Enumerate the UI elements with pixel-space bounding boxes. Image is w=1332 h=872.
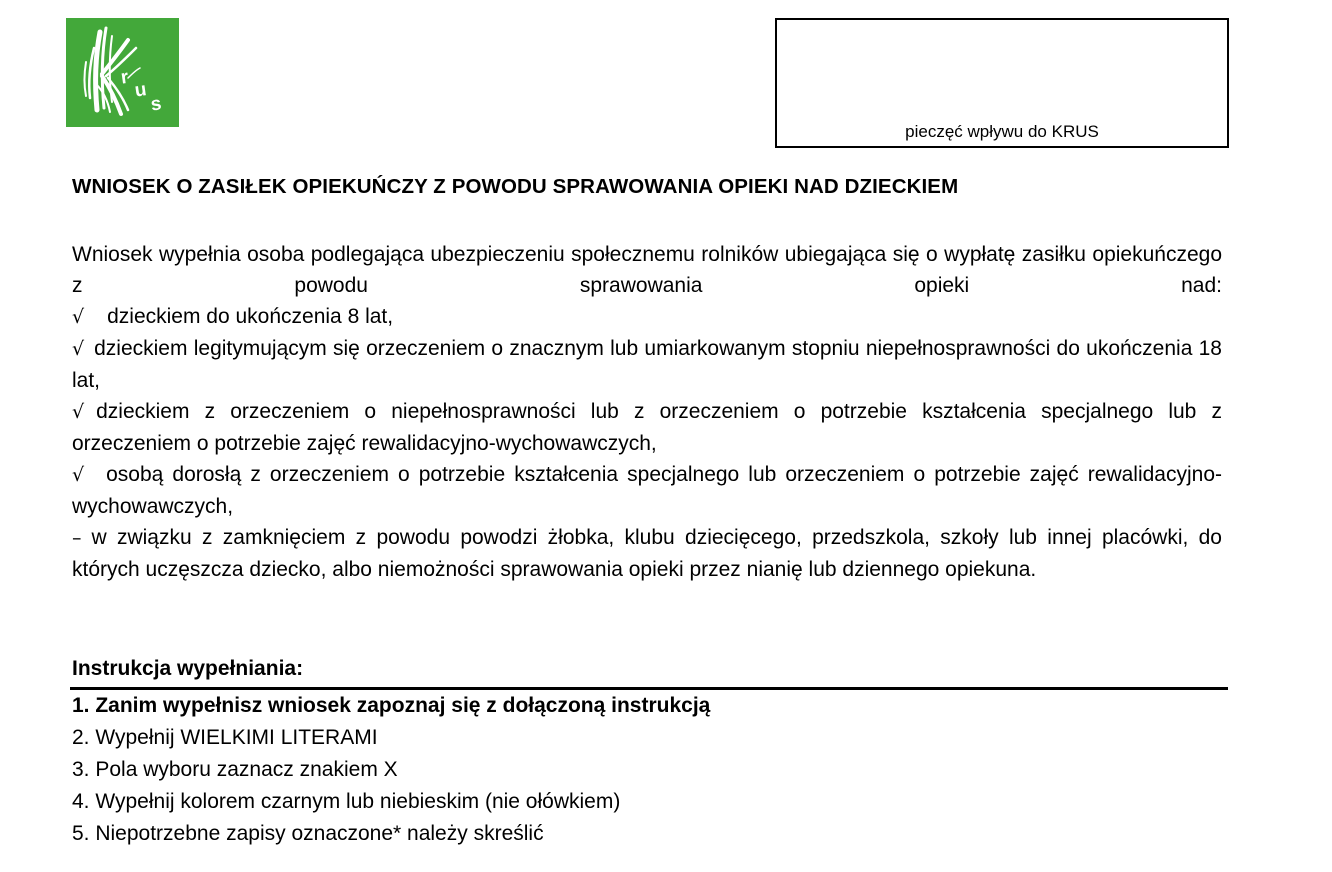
instruction-item: 2. Wypełnij WIELKIMI LITERAMI <box>72 726 378 749</box>
krus-logo <box>66 18 179 127</box>
stamp-label: pieczęć wpływu do KRUS <box>905 122 1099 141</box>
instructions-heading: Instrukcja wypełniania: <box>72 657 304 680</box>
eligibility-item-text: dzieckiem z orzeczeniem o niepełnosprawności lub z orzeczeniem o potrzebie kształcenia specjalnego lub z orzeczeniem o potrzebie zajęć rewalidacyjno-wychowawczych, <box>72 400 1222 455</box>
svg-text:s: s <box>149 93 163 116</box>
instructions-list <box>72 690 1222 850</box>
instruction-item: 4. Wypełnij kolorem czarnym lub niebieskim (nie ołówkiem) <box>72 790 621 813</box>
instruction-item: 3. Pola wyboru zaznacz znakiem X <box>72 758 398 781</box>
checkmark-icon: √ <box>72 338 85 360</box>
dash-icon: – <box>72 527 82 549</box>
eligibility-item <box>72 396 1222 459</box>
checkmark-icon: √ <box>72 464 85 486</box>
intro-section <box>72 239 1222 585</box>
krus-logo-graphic <box>66 18 179 127</box>
svg-text:r: r <box>119 66 130 89</box>
receipt-stamp-box <box>775 18 1229 148</box>
eligibility-item-text: dzieckiem do ukończenia 8 lat, <box>107 305 394 328</box>
instruction-item: 5. Niepotrzebne zapisy oznaczone* należy skreślić <box>72 822 544 845</box>
eligibility-item-text: osobą dorosłą z orzeczeniem o potrzebie kształcenia specjalnego lub orzeczeniem o potrzebie zajęć rewalidacyjno-wychowawczych, <box>72 463 1222 518</box>
eligibility-item-text: w związku z zamknięciem z powodu powodzi żłobka, klubu dziecięcego, przedszkola, szkoły lub innej placówki, do których uczęszcza dziecko, albo niemożności sprawowania opieki przez nianię lub dziennego opiekuna. <box>72 526 1222 581</box>
eligibility-item <box>72 301 1222 333</box>
eligibility-item <box>72 459 1222 522</box>
intro-lead: Wniosek wypełnia osoba podlegająca ubezpieczeniu społecznemu rolników ubiegająca się o wypłatę zasiłku opiekuńczego z powodu sprawowania opieki nad: <box>72 243 1222 297</box>
checkmark-icon: √ <box>72 401 85 423</box>
svg-text:u: u <box>133 79 148 102</box>
eligibility-item <box>72 522 1222 585</box>
eligibility-item <box>72 333 1222 396</box>
eligibility-item-text: dzieckiem legitymującym się orzeczeniem o znacznym lub umiarkowanym stopniu niepełnosprawności do ukończenia 18 lat, <box>72 337 1222 392</box>
form-title: WNIOSEK O ZASIŁEK OPIEKUŃCZY Z POWODU SPRAWOWANIA OPIEKI NAD DZIECKIEM <box>72 175 959 198</box>
instruction-item: 1. Zanim wypełnisz wniosek zapoznaj się z dołączoną instrukcją <box>72 694 711 717</box>
checkmark-icon: √ <box>72 306 85 328</box>
